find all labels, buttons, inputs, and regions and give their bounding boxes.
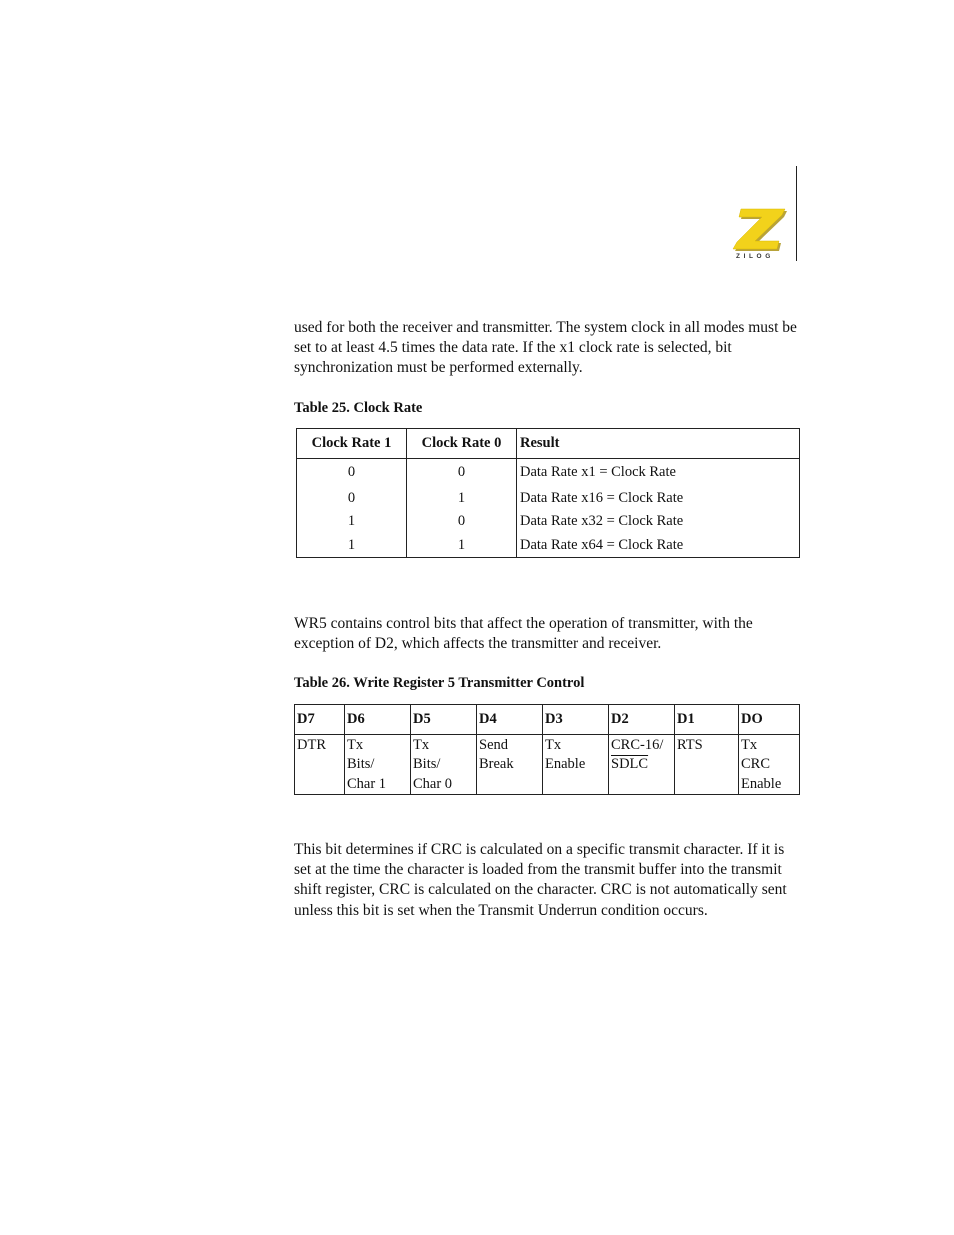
zilog-z-icon [729,203,789,253]
table-header-row [295,705,800,735]
table-cell [739,735,800,795]
cell-line: Char 1 [347,775,387,792]
cell-line: Break [479,756,514,773]
cell-line: CRC-16/ [611,737,664,753]
table-cell: Data Rate x32 = Clock Rate [517,510,800,534]
body-paragraph-wr5: WR5 contains control bits that affect the operation of transmitter, with the exception of D2, which affects the transmitter and receiver. [294,615,753,653]
cell-line-overlined: SDLC [611,756,649,773]
column-header: D7 [295,705,345,735]
cell-line: Tx [347,737,364,753]
table-row [297,459,800,487]
column-header: Clock Rate 1 [297,429,407,459]
table-cell: Data Rate x16 = Clock Rate [517,487,800,511]
logo-text: ZILOG [736,253,774,260]
column-header: D4 [477,705,543,735]
table-header-row [297,429,800,459]
cell-line: Bits/ [347,756,375,773]
table-cell: 0 [297,459,407,487]
column-header: D1 [675,705,739,735]
table-cell: Data Rate x64 = Clock Rate [517,534,800,558]
column-header: D5 [411,705,477,735]
cell-line: Tx [741,737,758,753]
cell-line: Send [479,737,508,753]
cell-line: Tx [545,737,562,753]
cell-line: CRC [741,756,771,773]
table-25-caption: Table 25. Clock Rate [294,400,423,416]
table-cell: 0 [407,459,517,487]
table-cell [609,735,675,795]
column-header: D6 [345,705,411,735]
table-cell [411,735,477,795]
cell-line: Enable [545,756,586,773]
table-26-caption: Table 26. Write Register 5 Transmitter Control [294,675,585,691]
table-row [295,735,800,795]
cell-line: Bits/ [413,756,441,773]
table-cell [543,735,609,795]
table-cell: 1 [297,510,407,534]
table-cell: 1 [297,534,407,558]
column-header: D3 [543,705,609,735]
write-register-5-table [294,704,800,795]
column-header: DO [739,705,800,735]
body-paragraph-crc: This bit determines if CRC is calculated on a specific transmit character. If it is set at the time the character is loaded from the transmit buffer into the transmit shift register, CRC is calculated on the character. CRC is not automatically sent unless this bit is set when the Transmit Underrun condition occurs. [294,841,787,919]
cell-line: Tx [413,737,430,753]
cell-line: RTS [677,737,703,753]
table-cell: 1 [407,487,517,511]
cell-line: DTR [297,737,326,753]
clock-rate-table [296,428,800,558]
table-row [297,510,800,534]
table-cell [477,735,543,795]
table-row [297,487,800,511]
column-header: Result [517,429,800,459]
body-paragraph-clock: used for both the receiver and transmitter. The system clock in all modes must be set to at least 4.5 times the data rate. If the x1 clock rate is selected, bit synchronization must be performed externally. [294,319,797,377]
header-rule [796,166,797,261]
cell-line: Enable [741,775,782,792]
table-cell [675,735,739,795]
table-cell [295,735,345,795]
cell-line: Char 0 [413,775,453,792]
column-header: Clock Rate 0 [407,429,517,459]
table-cell: 1 [407,534,517,558]
table-cell [345,735,411,795]
table-cell: 0 [407,510,517,534]
table-row [297,534,800,558]
table-cell: Data Rate x1 = Clock Rate [517,459,800,487]
column-header: D2 [609,705,675,735]
table-cell: 0 [297,487,407,511]
